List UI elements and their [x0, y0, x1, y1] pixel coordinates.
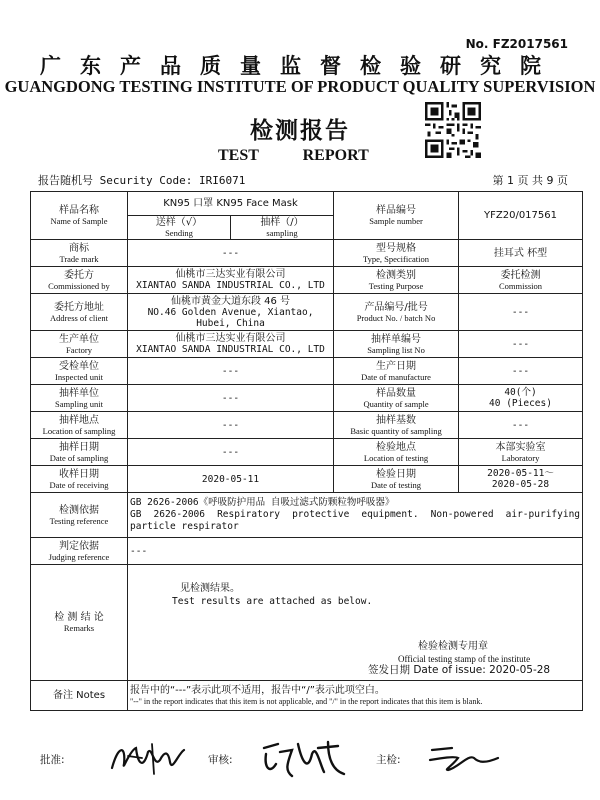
- sampling-option: 抽样（/） sampling: [231, 216, 334, 240]
- factory-label: 生产单位 Factory: [31, 331, 128, 358]
- testing-date-label: 检验日期 Date of testing: [334, 466, 459, 493]
- reviewed-label: 审核:: [208, 754, 233, 766]
- testing-date-value: 2020-05-11～ 2020-05-28: [459, 466, 583, 493]
- table-row: [31, 538, 583, 565]
- sampling-date-label: 抽样日期 Date of sampling: [31, 439, 128, 466]
- remarks-label: 检 测 结 论 Remarks: [31, 565, 128, 681]
- table-row: [31, 565, 583, 681]
- sampling-list-value: ---: [459, 331, 583, 358]
- sample-name-value: KN95 口罩 KN95 Face Mask: [128, 192, 334, 216]
- issue-date: 签发日期 Date of issue: 2020-05-28: [368, 664, 551, 676]
- report-title-cn: 检测报告: [250, 118, 350, 144]
- product-no-value: ---: [459, 294, 583, 331]
- table-row: [31, 192, 583, 216]
- report-table: [30, 191, 583, 711]
- judging-reference-value: ---: [128, 538, 583, 565]
- type-label: 型号规格 Type, Specification: [334, 240, 459, 267]
- judging-reference-label: 判定依据 Judging reference: [31, 538, 128, 565]
- manufacture-date-label: 生产日期 Date of manufacture: [334, 358, 459, 385]
- report-title-en: TEST REPORT: [218, 147, 369, 164]
- sample-number-label: 样品编号 Sample number: [334, 192, 459, 240]
- commissioned-label: 委托方 Commissioned by: [31, 267, 128, 294]
- approved-label: 批准:: [40, 754, 65, 766]
- notes-label: 备注 Notes: [31, 681, 128, 711]
- address-value: 仙桃市黄金大道东段 46 号 NO.46 Golden Avenue, Xiantao, Hubei, China: [128, 294, 334, 331]
- remarks-text-cn: 见检测结果。: [180, 583, 240, 594]
- page-info: 第 1 页 共 9 页: [492, 174, 568, 187]
- table-row: [31, 439, 583, 466]
- table-row: [31, 385, 583, 412]
- purpose-value: 委托检测 Commission: [459, 267, 583, 294]
- sampling-location-value: ---: [128, 412, 334, 439]
- manufacture-date-value: ---: [459, 358, 583, 385]
- testing-location-label: 检验地点 Location of testing: [334, 439, 459, 466]
- commissioned-value: 仙桃市三达实业有限公司 XIANTAO SANDA INDUSTRIAL CO., LTD: [128, 267, 334, 294]
- testing-reference-value: GB 2626-2006《呼吸防护用品 自吸过滤式防颗粒物呼吸器》 GB 2626-2006 Respiratory protective equipment. Non-powered air-purifying particle respirator: [128, 493, 583, 538]
- trademark-label: 商标 Trade mark: [31, 240, 128, 267]
- chief-inspector-signature: [428, 740, 500, 774]
- table-row: [31, 358, 583, 385]
- table-row: [31, 294, 583, 331]
- receiving-date-value: 2020-05-11: [128, 466, 334, 493]
- remarks-value: [128, 565, 583, 681]
- sample-name-label: 样品名称 Name of Sample: [31, 192, 128, 240]
- table-row: [31, 681, 583, 711]
- address-label: 委托方地址 Address of client: [31, 294, 128, 331]
- product-no-label: 产品编号/批号 Product No. / batch No: [334, 294, 459, 331]
- quantity-label: 样品数量 Quantity of sample: [334, 385, 459, 412]
- chief-inspector-label: 主检:: [376, 754, 401, 766]
- inspected-unit-value: ---: [128, 358, 334, 385]
- testing-reference-label: 检测依据 Testing reference: [31, 493, 128, 538]
- stamp-text-cn: 检验检测专用章: [418, 641, 488, 652]
- quantity-value: 40(个) 40 (Pieces): [459, 385, 583, 412]
- sampling-date-value: ---: [128, 439, 334, 466]
- sampling-location-label: 抽样地点 Location of sampling: [31, 412, 128, 439]
- purpose-label: 检测类别 Testing Purpose: [334, 267, 459, 294]
- receiving-date-label: 收样日期 Date of receiving: [31, 466, 128, 493]
- remarks-text-en: Test results are attached as below.: [172, 596, 373, 607]
- table-row: [31, 493, 583, 538]
- approved-signature: [108, 738, 186, 778]
- table-row: [31, 412, 583, 439]
- stamp-text-en: Official testing stamp of the institute: [398, 654, 531, 664]
- institute-name-cn: 广东产品质量监督检验研究院: [40, 54, 560, 78]
- type-value: 挂耳式 杯型: [459, 240, 583, 267]
- table-row: [31, 240, 583, 267]
- security-code: 报告随机号 Security Code: IRI6071: [38, 174, 246, 187]
- sample-number-value: YFZ20/017561: [459, 192, 583, 240]
- testing-location-value: 本部实验室 Laboratory: [459, 439, 583, 466]
- basic-quantity-value: ---: [459, 412, 583, 439]
- table-row: [31, 267, 583, 294]
- document-number: No. FZ2017561: [465, 37, 568, 51]
- basic-quantity-label: 抽样基数 Basic quantity of sampling: [334, 412, 459, 439]
- sending-option: 送样（√） Sending: [128, 216, 231, 240]
- trademark-value: ---: [128, 240, 334, 267]
- notes-value: 报告中的“---”表示此项不适用，报告中“/”表示此项空白。 "--" in the report indicates that this item is not applicable, and "/" in the report indicates that this item is blank.: [128, 681, 583, 711]
- institute-name-en: GUANGDONG TESTING INSTITUTE OF PRODUCT QUALITY SUPERVISION: [4, 77, 596, 96]
- reviewed-signature: [258, 734, 350, 782]
- table-row: [31, 466, 583, 493]
- sampling-unit-value: ---: [128, 385, 334, 412]
- table-row: [31, 331, 583, 358]
- sampling-list-label: 抽样单编号 Sampling list No: [334, 331, 459, 358]
- factory-value: 仙桃市三达实业有限公司 XIANTAO SANDA INDUSTRIAL CO., LTD: [128, 331, 334, 358]
- qr-code-icon: [425, 102, 481, 158]
- sampling-unit-label: 抽样单位 Sampling unit: [31, 385, 128, 412]
- inspected-unit-label: 受检单位 Inspected unit: [31, 358, 128, 385]
